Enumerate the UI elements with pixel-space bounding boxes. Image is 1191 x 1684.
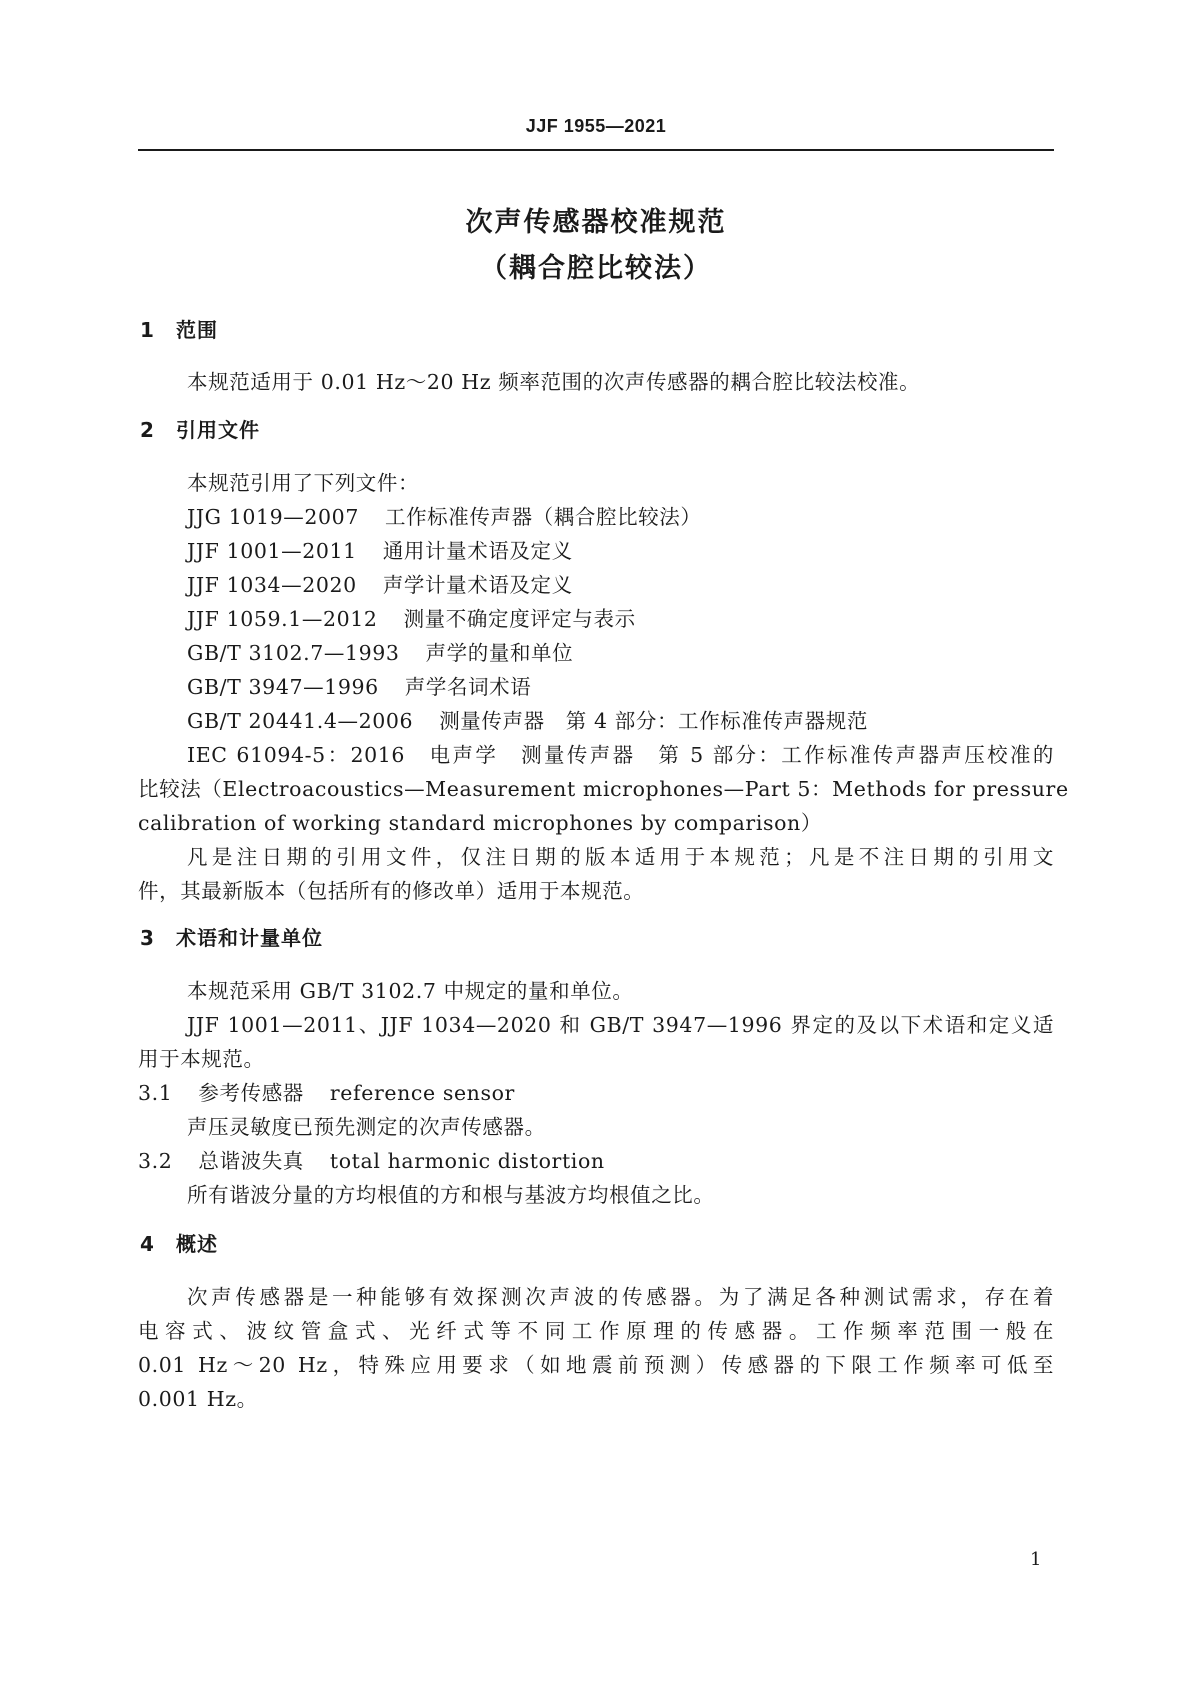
- term-heading: [138, 1076, 515, 1106]
- section-1-text: 本规范适用于 0.01 Hz～20 Hz 频率范围的次声传感器的耦合腔比较法校准。: [187, 370, 921, 394]
- section-2-number: 2: [140, 418, 155, 442]
- section-1-number: 1: [140, 318, 155, 342]
- section-3-paragraph-2-line-1: JJF 1001—2011、JJF 1034—2020 和 GB/T 3947—1996 界定的及以下术语和定义适: [187, 1013, 1054, 1037]
- reference-code: JJF 1059.1—2012: [187, 607, 378, 631]
- section-4-number: 4: [140, 1232, 155, 1256]
- section-2-heading: [140, 414, 260, 443]
- term-english: reference sensor: [329, 1081, 515, 1105]
- running-header: JJF 1955—2021: [525, 116, 667, 136]
- reference-name: 测量传声器 第 4 部分：工作标准传声器规范: [439, 709, 868, 733]
- reference-name: 通用计量术语及定义: [382, 539, 573, 563]
- reference-name: 测量不确定度评定与表示: [403, 607, 636, 631]
- reference-code: GB/T 3102.7—1993: [187, 641, 400, 665]
- term-number: 3.2: [138, 1149, 173, 1173]
- reference-name: 声学的量和单位: [425, 641, 574, 665]
- section-4-title: 概述: [176, 1232, 218, 1256]
- section-4-line-3: 0.01 Hz～20 Hz，特殊应用要求（如地震前预测）传感器的下限工作频率可低至: [138, 1353, 1054, 1377]
- header-rule: [138, 149, 1054, 151]
- section-2-title: 引用文件: [176, 418, 260, 442]
- reference-item: [187, 602, 636, 632]
- section-4-line-4: 0.001 Hz。: [138, 1387, 258, 1411]
- section-3-paragraph-2-line-2: 用于本规范。: [138, 1047, 265, 1071]
- iec-reference-line-3: calibration of working standard microphones by comparison）: [138, 811, 822, 835]
- reference-item: [187, 636, 573, 666]
- reference-item: [187, 704, 868, 734]
- reference-item: [187, 534, 573, 564]
- section-1-heading: [140, 314, 218, 343]
- term-english: total harmonic distortion: [329, 1149, 605, 1173]
- reference-item: [187, 568, 573, 598]
- section-3-title: 术语和计量单位: [176, 926, 323, 950]
- term-definition: 声压灵敏度已预先测定的次声传感器。: [187, 1115, 546, 1139]
- reference-item: [187, 500, 701, 530]
- reference-code: GB/T 3947—1996: [187, 675, 379, 699]
- section-2-intro: 本规范引用了下列文件：: [187, 471, 420, 495]
- section-4-heading: [140, 1228, 218, 1257]
- term-heading: [138, 1144, 605, 1174]
- section-4-line-2: 电容式、波纹管盒式、光纤式等不同工作原理的传感器。工作频率范围一般在: [138, 1319, 1054, 1343]
- reference-code: GB/T 20441.4—2006: [187, 709, 414, 733]
- term-chinese: 参考传感器: [198, 1081, 304, 1105]
- document-title: 次声传感器校准规范: [465, 207, 727, 238]
- reference-name: 声学名词术语: [404, 675, 532, 699]
- section-3-paragraph-1: 本规范采用 GB/T 3102.7 中规定的量和单位。: [187, 979, 634, 1003]
- reference-name: 声学计量术语及定义: [382, 573, 573, 597]
- term-number: 3.1: [138, 1081, 173, 1105]
- reference-item: [187, 670, 531, 700]
- section-4-line-1: 次声传感器是一种能够有效探测次声波的传感器。为了满足各种测试需求，存在着: [187, 1285, 1054, 1309]
- term-definition: 所有谐波分量的方均根值的方和根与基波方均根值之比。: [187, 1183, 715, 1207]
- dated-reference-note-line-1: 凡是注日期的引用文件，仅注日期的版本适用于本规范；凡是不注日期的引用文: [187, 845, 1054, 869]
- iec-reference-line-1: IEC 61094-5：2016 电声学 测量传声器 第 5 部分：工作标准传声器声压校准的: [187, 743, 1054, 767]
- document-subtitle: （耦合腔比较法）: [480, 253, 712, 284]
- section-1-title: 范围: [176, 318, 218, 342]
- page-number: 1: [1030, 1549, 1042, 1570]
- term-chinese: 总谐波失真: [198, 1149, 304, 1173]
- reference-name: 工作标准传声器（耦合腔比较法）: [384, 505, 702, 529]
- section-3-number: 3: [140, 926, 155, 950]
- reference-code: JJF 1001—2011: [187, 539, 357, 563]
- reference-code: JJG 1019—2007: [187, 505, 359, 529]
- section-3-heading: [140, 922, 323, 951]
- dated-reference-note-line-2: 件，其最新版本（包括所有的修改单）适用于本规范。: [138, 879, 645, 903]
- reference-code: JJF 1034—2020: [187, 573, 357, 597]
- iec-reference-line-2: 比较法（Electroacoustics—Measurement microphones—Part 5：Methods for pressure: [138, 777, 1069, 801]
